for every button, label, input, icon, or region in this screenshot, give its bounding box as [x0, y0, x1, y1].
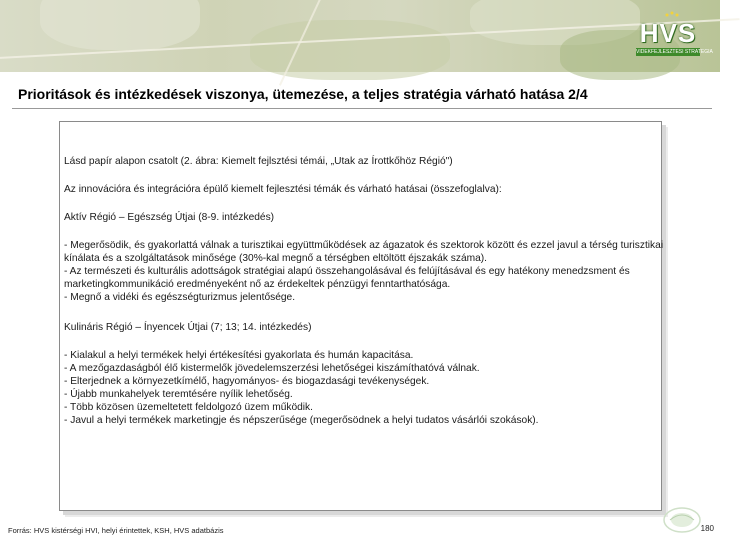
list-item: - Megerősödik, és gyakorlattá válnak a turisztikai együttműködések az ágazatok és szektorok között és ezzel javul a térség turisztikai kínálata és a szolgáltatások minősége (30%-kal megnő a térségben eltöltött éjszakák száma).	[64, 240, 664, 264]
page-title: Prioritások és intézkedések viszonya, ütemezése, a teljes stratégia várható hatása 2/4	[18, 86, 588, 102]
list-item: - Javul a helyi termékek marketingje és népszerűsége (megerősödnek a helyi tudatos vásárlói szokások).	[64, 415, 539, 426]
logo-text: HVS	[639, 18, 697, 48]
source-note: Forrás: HVS kistérségi HVI, helyi érintettek, KSH, HVS adatbázis	[8, 526, 224, 535]
landscape-field	[40, 0, 200, 50]
hvs-logo	[634, 6, 713, 58]
section-heading: Kulináris Régió – Ínyencek Útjai (7; 13; 14. intézkedés)	[64, 322, 312, 333]
list-item: - Több közösen üzemeltetett feldolgozó üzem működik.	[64, 402, 313, 413]
list-item: - A mezőgazdaságból élő kistermelők jövedelemszerzési lehetőségei kiszámíthatóvá válnak.	[64, 363, 480, 374]
header-banner	[0, 0, 720, 72]
content-text	[64, 155, 664, 427]
page-number: 180	[700, 524, 714, 533]
section-heading: Aktív Régió – Egészség Útjai (8-9. intézkedés)	[64, 212, 275, 223]
list-item: - Elterjednek a környezetkímélő, hagyományos- és biogazdasági tevékenységek.	[64, 376, 430, 387]
landscape-field	[250, 20, 450, 80]
logo-subtitle: VIDEKFEJLESZTESI STRATEGIA	[636, 49, 713, 55]
intro-line: Az innovációra és integrációra épülő kiemelt fejlesztési témák és várható hatásai (összefoglalva):	[64, 184, 502, 195]
list-item: - Megnő a vidéki és egészségturizmus jelentősége.	[64, 292, 296, 303]
list-item: - Újabb munkahelyek teremtésére nyílik lehetőség.	[64, 389, 293, 400]
list-item: - Kialakul a helyi termékek helyi értékesítési gyakorlata és humán kapacitása.	[64, 350, 414, 361]
list-item: - Az természeti és kulturális adottságok stratégiai alapú összehangolásával és felújításával és egy hatékony menedzsment és marketingkommunikáció eredményeként nő az érdekeltek pénzügyi fenntarthatósága.	[64, 266, 630, 290]
intro-note: Lásd papír alapon csatolt (2. ábra: Kiemelt fejlsztési témái, „Utak az Írottkőhöz Régió")	[64, 156, 453, 167]
title-divider	[12, 108, 712, 109]
